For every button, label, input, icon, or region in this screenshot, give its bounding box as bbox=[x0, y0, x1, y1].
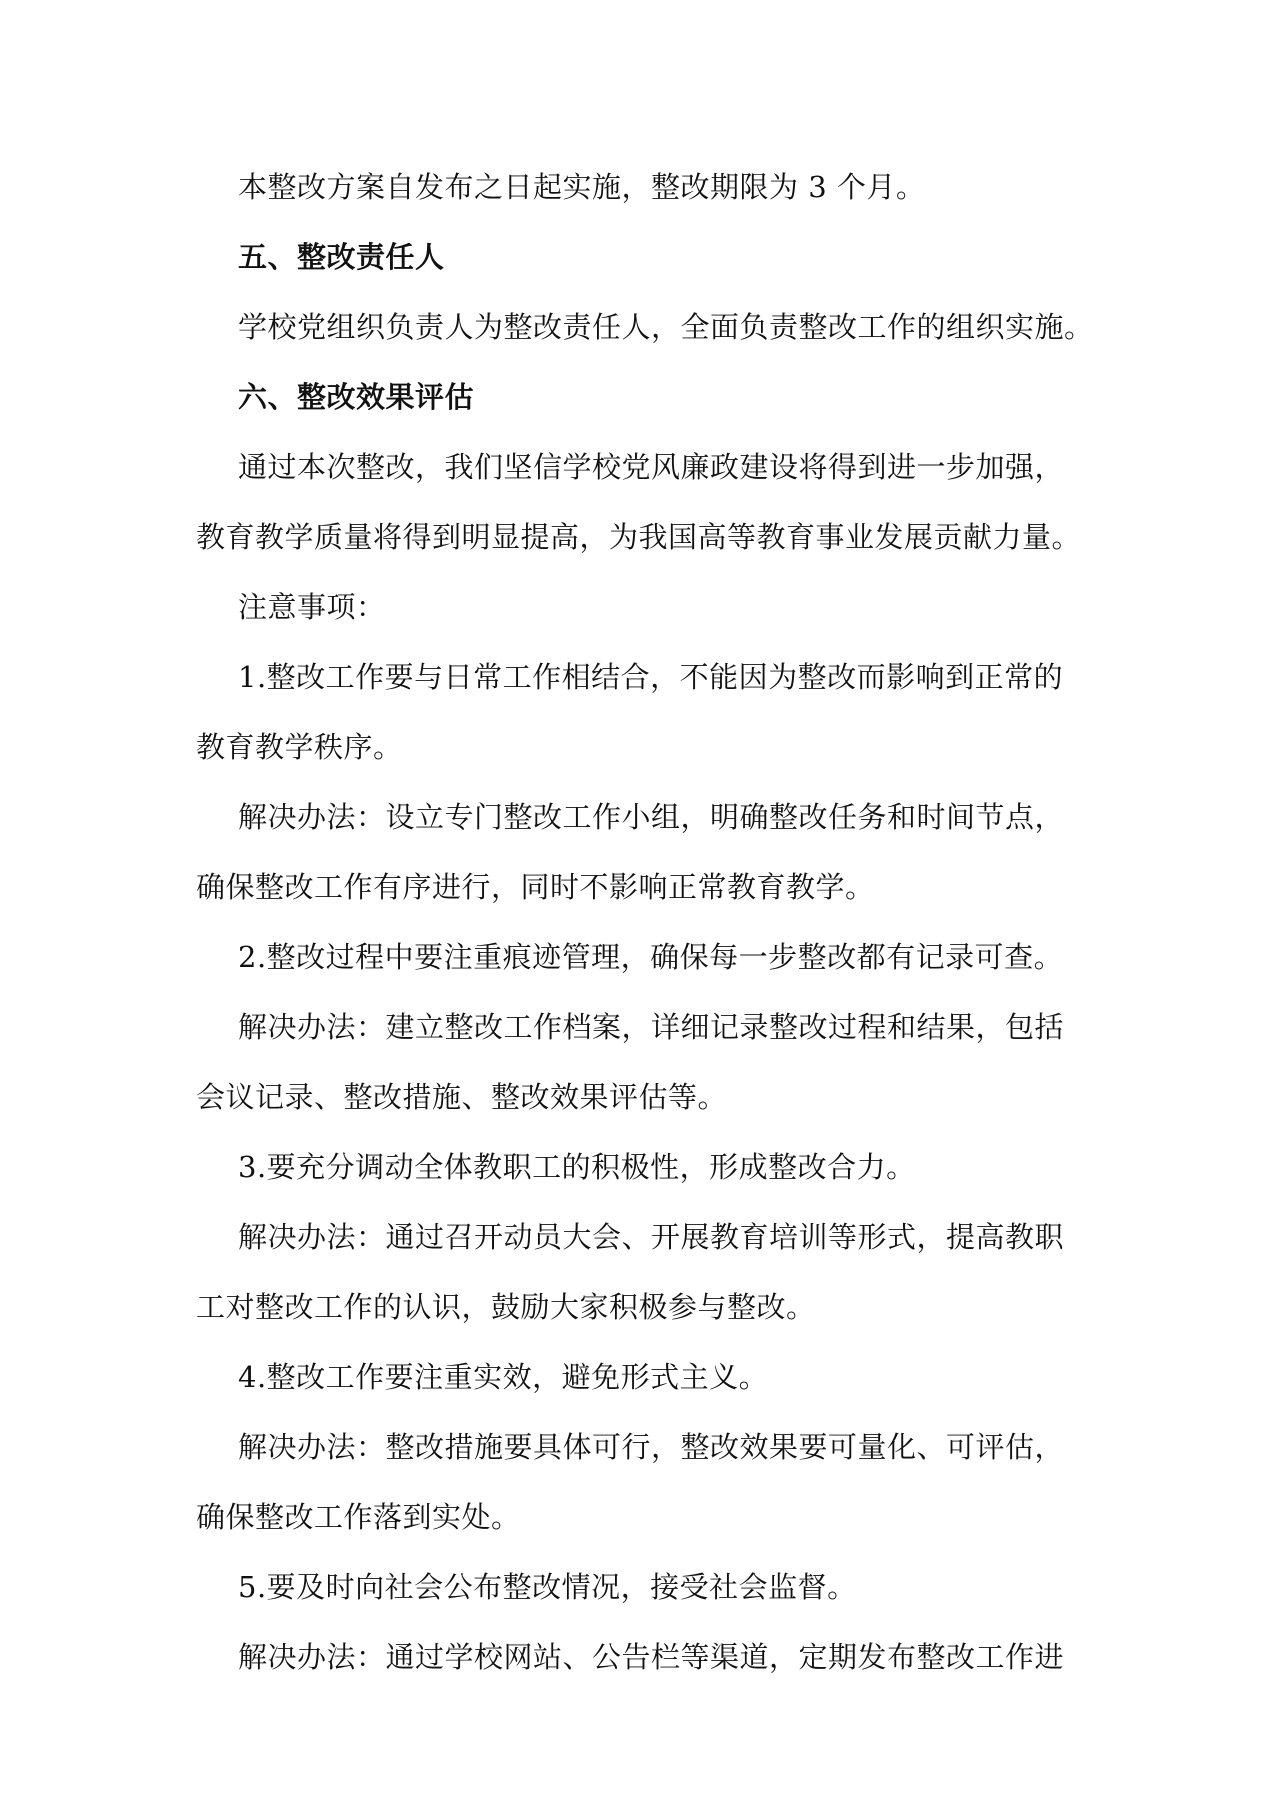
note-item-2: 2.整改过程中要注重痕迹管理，确保每一步整改都有记录可查。 bbox=[238, 940, 1064, 974]
paragraph-line: 工对整改工作的认识，鼓励大家积极参与整改。 bbox=[196, 1290, 816, 1324]
solution-4: 解决办法：整改措施要具体可行，整改效果要可量化、可评估， bbox=[238, 1430, 1065, 1464]
note-item-3: 3.要充分调动全体教职工的积极性，形成整改合力。 bbox=[238, 1150, 916, 1184]
paragraph-line: 通过本次整改，我们坚信学校党风廉政建设将得到进一步加强， bbox=[238, 450, 1065, 484]
note-item-5: 5.要及时向社会公布整改情况，接受社会监督。 bbox=[238, 1570, 857, 1604]
paragraph-line: 教育教学质量将得到明显提高，为我国高等教育事业发展贡献力量。 bbox=[196, 520, 1082, 554]
solution-3: 解决办法：通过召开动员大会、开展教育培训等形式，提高教职 bbox=[238, 1220, 1065, 1254]
paragraph-line: 确保整改工作有序进行，同时不影响正常教育教学。 bbox=[196, 870, 875, 904]
paragraph-line: 教育教学秩序。 bbox=[196, 730, 403, 764]
note-item-4: 4.整改工作要注重实效，避免形式主义。 bbox=[238, 1360, 769, 1394]
paragraph-line: 本整改方案自发布之日起实施，整改期限为 3 个月。 bbox=[238, 170, 926, 204]
notes-label: 注意事项： bbox=[238, 590, 386, 624]
solution-1: 解决办法：设立专门整改工作小组，明确整改任务和时间节点， bbox=[238, 800, 1065, 834]
paragraph-line: 确保整改工作落到实处。 bbox=[196, 1500, 521, 1534]
document-body bbox=[196, 166, 1096, 1706]
solution-5: 解决办法：通过学校网站、公告栏等渠道，定期发布整改工作进 bbox=[238, 1640, 1065, 1674]
paragraph-line: 会议记录、整改措施、整改效果评估等。 bbox=[196, 1080, 728, 1114]
note-item-1: 1.整改工作要与日常工作相结合，不能因为整改而影响到正常的 bbox=[238, 660, 1064, 694]
section-heading-effect-evaluation: 六、整改效果评估 bbox=[238, 380, 475, 414]
solution-2: 解决办法：建立整改工作档案，详细记录整改过程和结果，包括 bbox=[238, 1010, 1065, 1044]
paragraph-line: 学校党组织负责人为整改责任人，全面负责整改工作的组织实施。 bbox=[238, 310, 1094, 344]
section-heading-responsible-person: 五、整改责任人 bbox=[238, 240, 445, 274]
